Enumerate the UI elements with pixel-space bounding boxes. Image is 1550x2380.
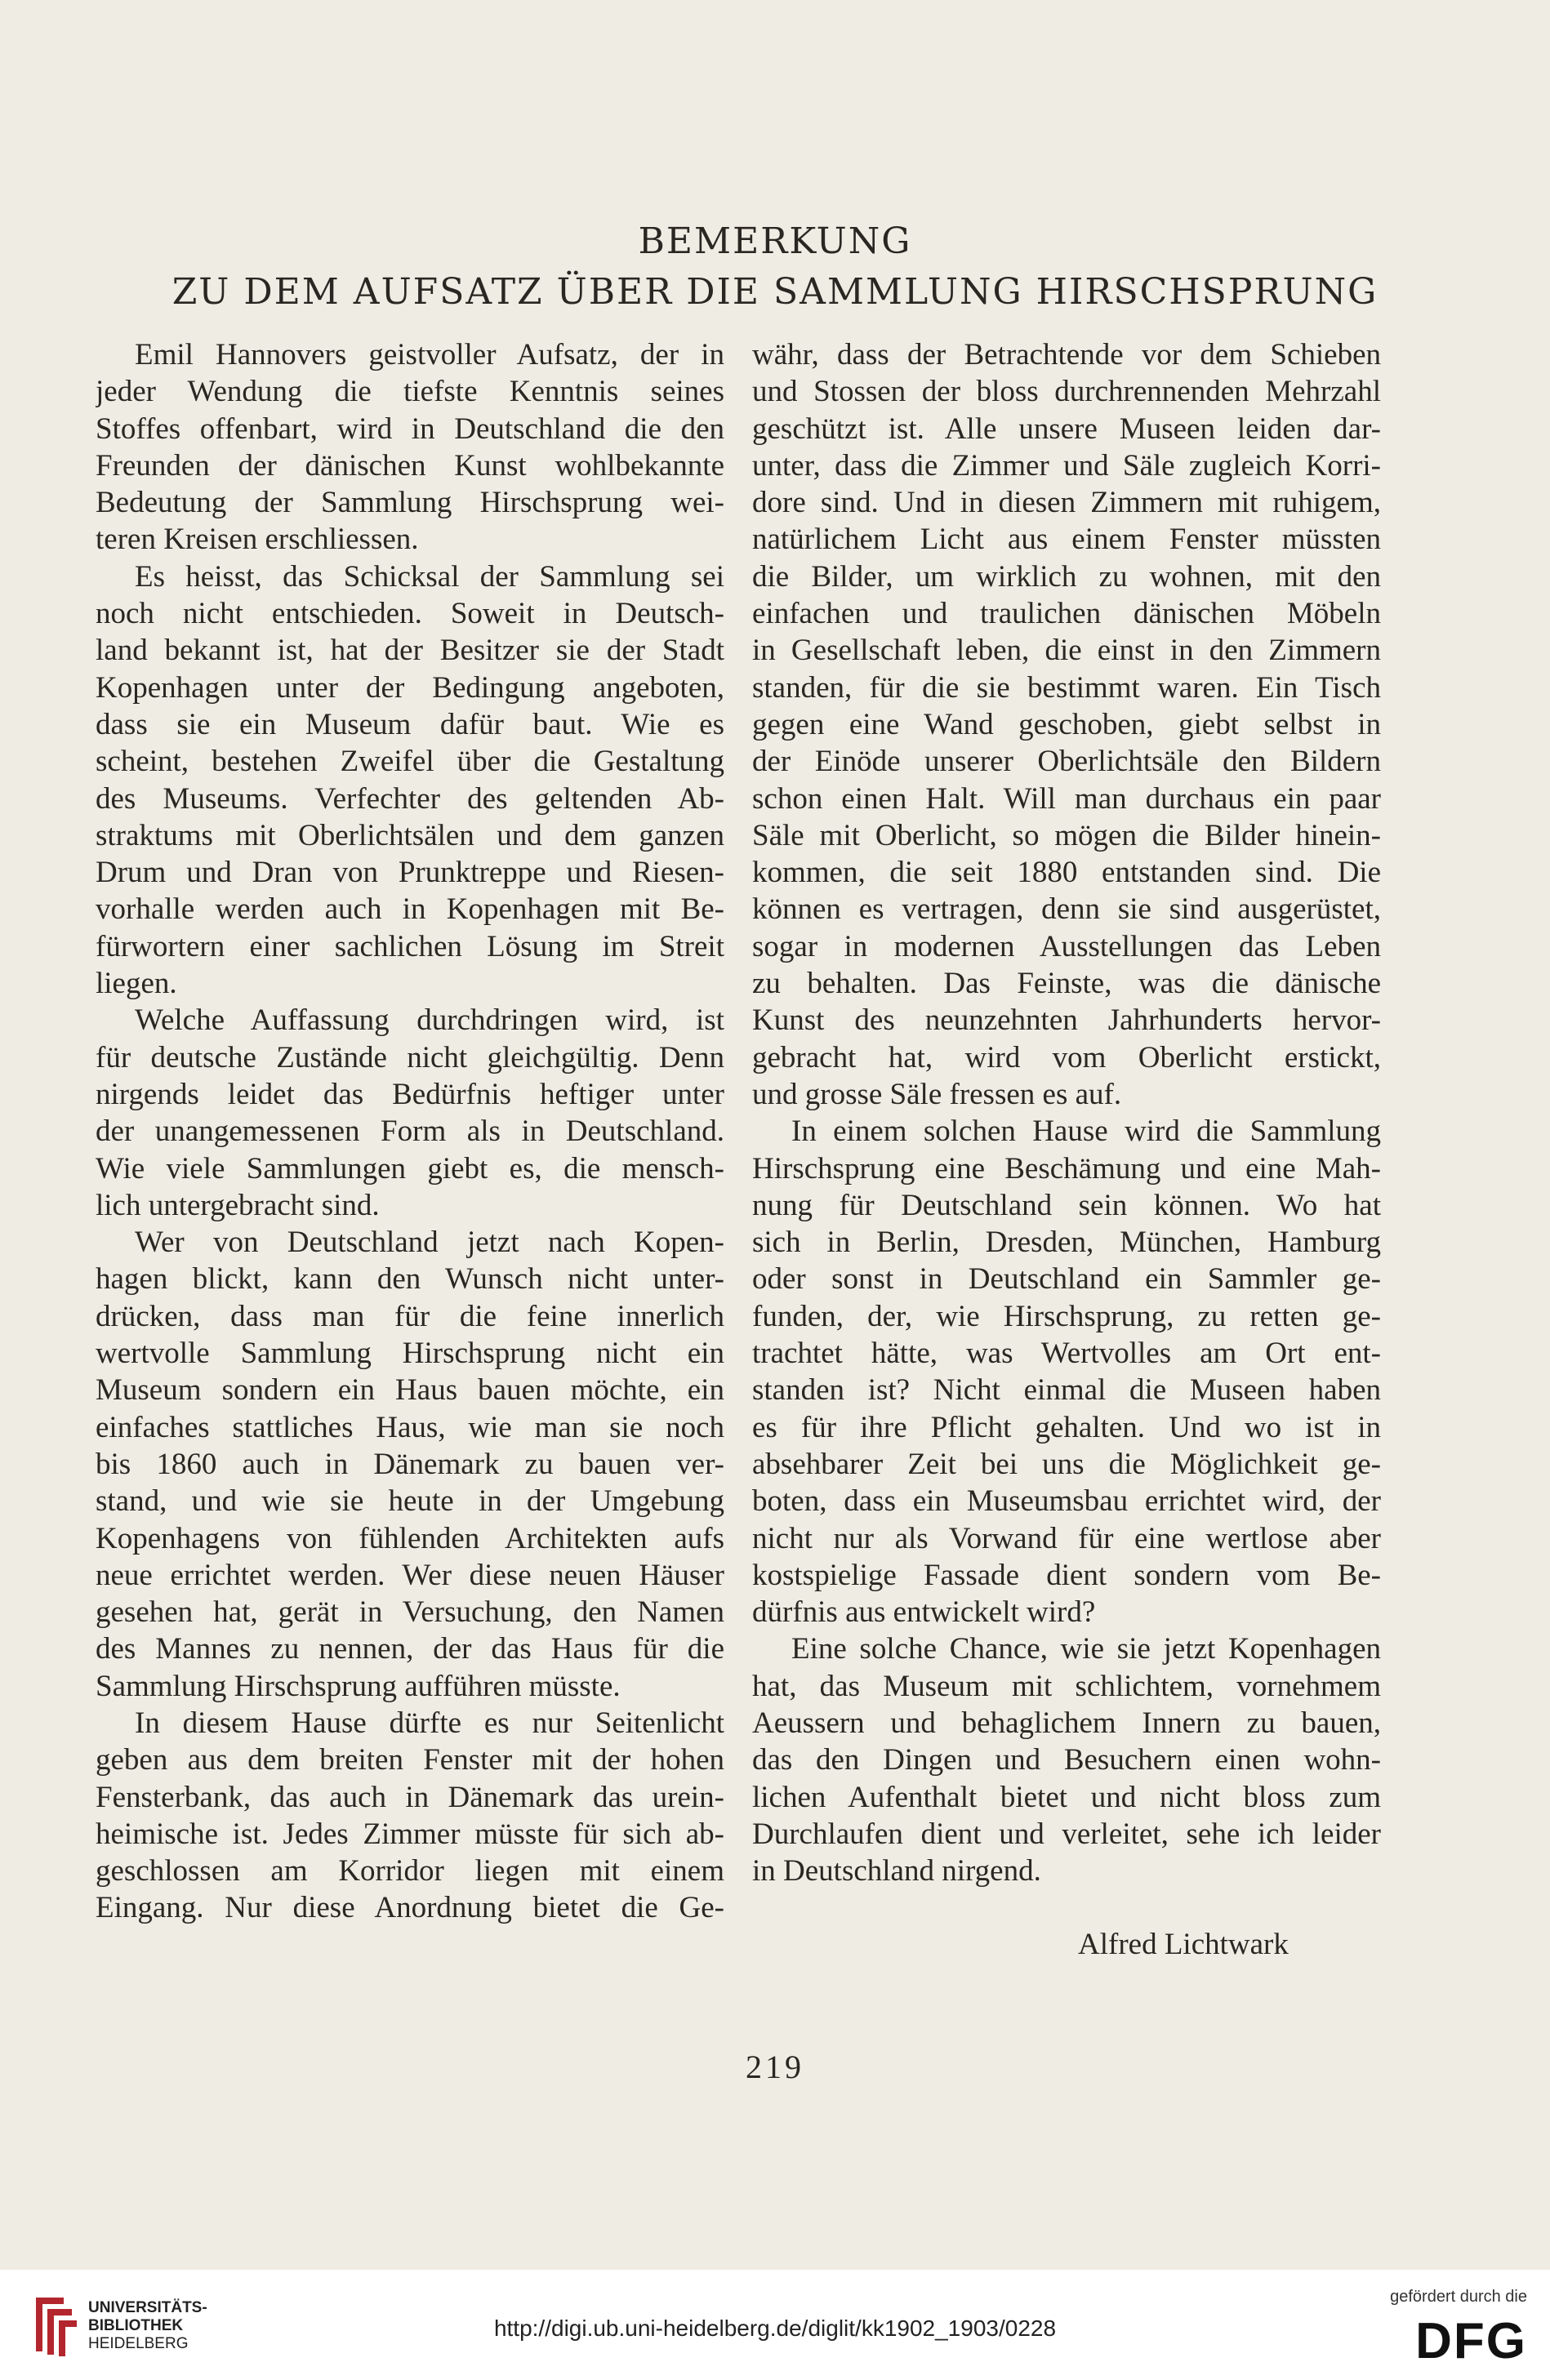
text-line: Hirschsprung eine Beschämung und eine Mah- [752,1151,1381,1186]
text-line: jeder Wendung die tiefste Kenntnis seines [96,375,724,409]
text-line: funden, der, wie Hirschsprung, zu retten ge- [752,1299,1381,1333]
text-line: vorhalle werden auch in Kopenhagen mit Be- [96,892,724,927]
text-line: Welche Auffassung durchdringen wird, ist [135,1003,724,1038]
text-line: Eingang. Nur diese Anordnung bietet die Ge- [96,1891,724,1925]
text-line: hagen blickt, kann den Wunsch nicht unter- [96,1262,724,1297]
text-line: nirgends leidet das Bedürfnis heftiger unter [96,1077,724,1111]
text-line: lichen Aufenthalt bietet und nicht bloss zum [752,1780,1381,1814]
text-line: einfachen und traulichen dänischen Möbeln [752,597,1381,631]
text-line: in Deutschland nirgend. [752,1854,1041,1888]
text-line: teren Kreisen erschliessen. [96,523,419,557]
text-line: Wie viele Sammlungen giebt es, die mensch- [96,1151,724,1186]
text-line: Bedeutung der Sammlung Hirschsprung wei- [96,486,724,520]
text-line: straktums mit Oberlichtsälen und dem ganzen [96,818,724,852]
text-line: Fensterbank, das auch in Dänemark das urein- [96,1780,724,1814]
library-name-line-2: BIBLIOTHEK [88,2317,184,2334]
heading-line-1: BEMERKUNG [638,220,912,262]
text-line: Freunden der dänischen Kunst wohlbekannte [96,448,724,483]
text-line: geben aus dem breiten Fenster mit der hohen [96,1743,724,1777]
text-line: In einem solchen Hause wird die Sammlung [791,1114,1381,1149]
text-line: stand, und wie sie heute in der Umgebung [96,1484,724,1519]
text-line: gegen eine Wand geschoben, giebt selbst in [752,707,1381,741]
text-line: Wer von Deutschland jetzt nach Kopen- [135,1226,724,1260]
text-line: Durchlaufen dient und verleitet, sehe ich leider [752,1817,1381,1851]
text-line: standen, für die sie bestimmt waren. Ein Tisch [752,670,1381,705]
text-line: der unangemessenen Form als in Deutschland. [96,1114,724,1149]
text-line: sogar in modernen Ausstellungen das Leben [752,929,1381,963]
text-line: sich in Berlin, Dresden, München, Hamburg [752,1226,1381,1260]
text-line: boten, dass ein Museumsbau errichtet wird, der [752,1484,1381,1519]
text-line: das den Dingen und Besuchern einen wohn- [752,1743,1381,1777]
text-line: gebracht hat, wird vom Oberlicht erstickt, [752,1040,1381,1074]
text-line: scheint, bestehen Zweifel über die Gestaltung [96,745,724,779]
text-line: des Mannes zu nennen, der das Haus für die [96,1632,724,1666]
text-line: gesehen hat, gerät in Versuchung, den Namen [96,1595,724,1630]
text-line: bis 1860 auch in Dänemark zu bauen ver- [96,1447,724,1481]
text-line: Drum und Dran von Prunktreppe und Riesen- [96,856,724,890]
text-line: standen ist? Nicht einmal die Museen haben [752,1373,1381,1408]
sponsor-note: gefördert durch die [1390,2288,1527,2306]
text-line: Kopenhagens von fühlenden Architekten aufs [96,1521,724,1555]
text-line: hat, das Museum mit schlichtem, vornehmem [752,1669,1381,1703]
text-line: noch nicht entschieden. Soweit in Deutsch- [96,597,724,631]
text-line: trachtet hätte, was Wertvolles am Ort ent- [752,1337,1381,1371]
text-line: Es heisst, das Schicksal der Sammlung sei [135,559,724,594]
author-signature: Alfred Lichtwark [1078,1928,1289,1961]
text-line: dürfnis aus entwickelt wird? [752,1595,1096,1630]
text-line: geschlossen am Korridor liegen mit einem [96,1854,724,1888]
text-line: land bekannt ist, hat der Besitzer sie der Stadt [96,634,724,668]
text-line: Kunst des neunzehnten Jahrhunderts hervor- [752,1003,1381,1038]
digitization-footer [0,2270,1550,2380]
text-line: liegen. [96,967,177,1001]
text-line: neue errichtet werden. Wer diese neuen Häuser [96,1558,724,1592]
permalink-url[interactable]: http://digi.ub.uni-heidelberg.de/diglit/kk1902_1903/0228 [493,2315,1057,2341]
text-line: dass sie ein Museum dafür baut. Wie es [96,707,724,741]
text-line: fürwortern einer sachlichen Lösung im Streit [96,929,724,963]
text-line: des Museums. Verfechter des geltenden Ab- [96,781,724,816]
text-line: Säle mit Oberlicht, so mögen die Bilder hinein- [752,818,1381,852]
text-line: es für ihre Pflicht gehalten. Und wo ist in [752,1410,1381,1444]
text-line: Sammlung Hirschsprung aufführen müsste. [96,1669,621,1703]
text-line: für deutsche Zustände nicht gleichgültig. Denn [96,1040,724,1074]
text-line: natürlichem Licht aus einem Fenster müssten [752,523,1381,557]
dfg-logo: DFG [1415,2313,1527,2369]
text-line: Museum sondern ein Haus bauen möchte, ein [96,1373,724,1408]
text-line: und Stossen der bloss durchrennenden Mehrzahl [752,375,1381,409]
text-line: schon einen Halt. Will man durchaus ein paar [752,781,1381,816]
left-text-column [96,336,724,1927]
text-line: In diesem Hause dürfte es nur Seitenlicht [135,1706,724,1740]
text-line: die Bilder, um wirklich zu wohnen, mit den [752,559,1381,594]
text-line: und grosse Säle fressen es auf. [752,1077,1122,1111]
text-line: Kopenhagen unter der Bedingung angeboten, [96,670,724,705]
text-line: Aeussern und behaglichem Innern zu bauen, [752,1706,1381,1740]
text-line: nicht nur als Vorwand für eine wertlose aber [752,1521,1381,1555]
text-line: unter, dass die Zimmer und Säle zugleich Korri- [752,448,1381,483]
text-line: lich untergebracht sind. [96,1188,380,1222]
page-number: 219 [746,2049,804,2085]
text-line: Stoffes offenbart, wird in Deutschland die den [96,411,724,446]
text-line: kommen, die seit 1880 entstanden sind. Die [752,856,1381,890]
text-line: zu behalten. Das Feinste, was die dänische [752,967,1381,1001]
text-line: in Gesellschaft leben, die einst in den Zimmern [752,634,1381,668]
right-text-column [752,336,1381,1889]
text-line: dore sind. Und in diesen Zimmern mit ruhigem, [752,486,1381,520]
text-line: oder sonst in Deutschland ein Sammler ge- [752,1262,1381,1297]
heading-line-2: ZU DEM AUFSATZ ÜBER DIE SAMMLUNG HIRSCHSPRUNG [171,271,1379,313]
text-line: wertvolle Sammlung Hirschsprung nicht ein [96,1337,724,1371]
library-name-line-1: UNIVERSITÄTS- [88,2299,207,2316]
text-line: drücken, dass man für die feine innerlich [96,1299,724,1333]
text-line: heimische ist. Jedes Zimmer müsste für sich ab- [96,1817,724,1851]
text-line: absehbarer Zeit bei uns die Möglichkeit ge- [752,1447,1381,1481]
text-line: können es vertragen, denn sie sind ausgerüstet, [752,892,1381,927]
text-line: währ, dass der Betrachtende vor dem Schieben [752,338,1381,371]
text-line: geschützt ist. Alle unsere Museen leiden dar- [752,411,1381,446]
text-line: Eine solche Chance, wie sie jetzt Kopenhagen [791,1632,1381,1666]
text-line: der Einöde unserer Oberlichtsäle den Bildern [752,745,1381,779]
text-line: nung für Deutschland sein können. Wo hat [752,1188,1381,1222]
text-line: einfaches stattliches Haus, wie man sie noch [96,1410,724,1444]
library-name-line-3: HEIDELBERG [88,2335,189,2352]
text-line: Emil Hannovers geistvoller Aufsatz, der in [135,338,724,371]
text-line: kostspielige Fassade dient sondern vom Be- [752,1558,1381,1592]
